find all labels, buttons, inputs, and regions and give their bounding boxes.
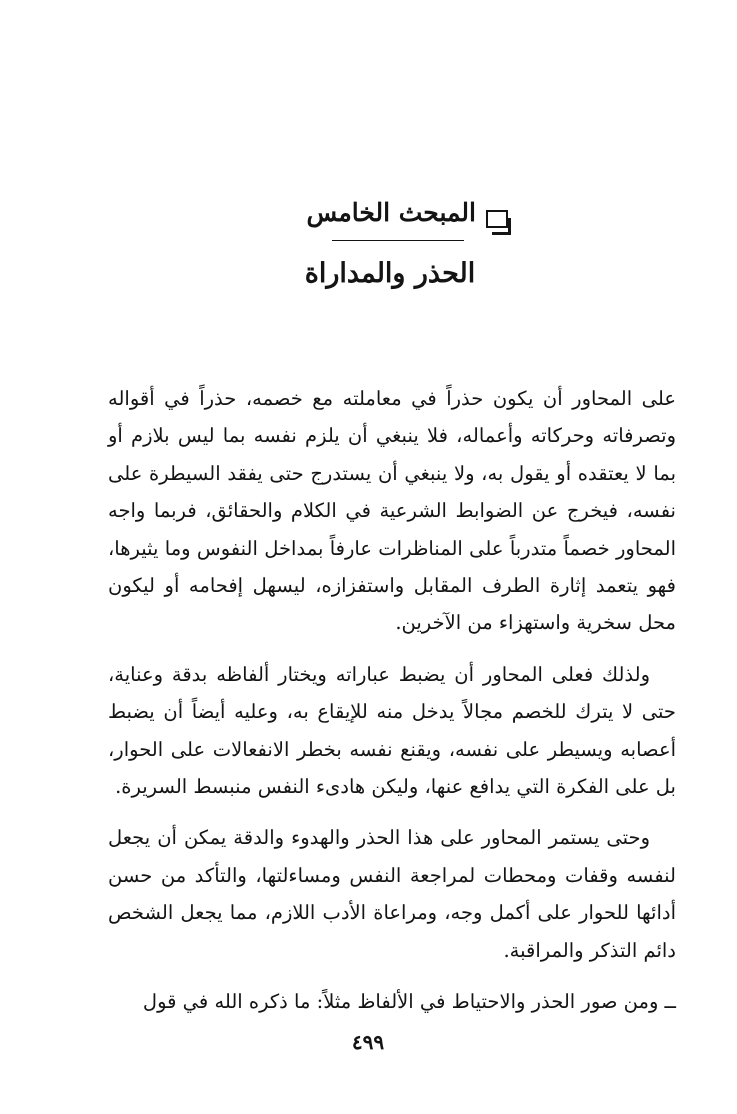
section-heading	[290, 196, 520, 256]
body-text	[108, 380, 676, 1035]
paragraph-1: على المحاور أن يكون حذراً في معاملته مع خصمه، حذراً في أقواله وتصرفاته وحركاته وأعماله، فلا ينبغي أن يلزم نفسه بما ليس بلازم أو بما لا يعتقده أو يقول به، ولا ينبغي أن يستدرج حتى يفقد السيطرة على نفسه، فيخرج عن الضوابط الشرعية في الكلام والحقائق، فربما واجه المحاور خصماً متدرباً على المناظرات عارفاً بمداخل النفوس وما يثيرها، فهو يتعمد إثارة الطرف المقابل واستفزازه، ليسهل إفحامه أو ليكون محل سخرية واستهزاء من الآخرين.	[108, 387, 676, 635]
paragraph-2: ولذلك فعلى المحاور أن يضبط عباراته ويختار ألفاظه بدقة وعناية، حتى لا يترك للخصم مجالاً يدخل منه للإيقاع به، وعليه أيضاً أن يضبط أعصابه ويسيطر على نفسه، ويقنع نفسه بخطر الانفعالات على الحوار، بل على الفكرة التي يدافع عنها، وليكن هادىء النفس منبسط السريرة.	[108, 662, 676, 799]
page-number: ٤٩٩	[351, 1030, 385, 1054]
checkbox-bullet-icon	[486, 210, 508, 228]
section-label: المبحث الخامس	[306, 198, 476, 227]
paragraph-4: ــ ومن صور الحذر والاحتياط في الألفاظ مثلاً: ما ذكره الله في قول	[142, 990, 676, 1014]
chapter-title: الحذر والمداراة	[304, 258, 476, 289]
paragraph-3: وحتى يستمر المحاور على هذا الحذر والهدوء والدقة يمكن أن يجعل لنفسه وقفات ومحطات لمراجعة النفس ومساءلتها، والتأكد من حسن أدائها للحوار على أكمل وجه، ومراعاة الأدب اللازم، مما يجعل الشخص دائم التذكر والمراقبة.	[108, 826, 676, 962]
heading-underline	[332, 240, 464, 241]
